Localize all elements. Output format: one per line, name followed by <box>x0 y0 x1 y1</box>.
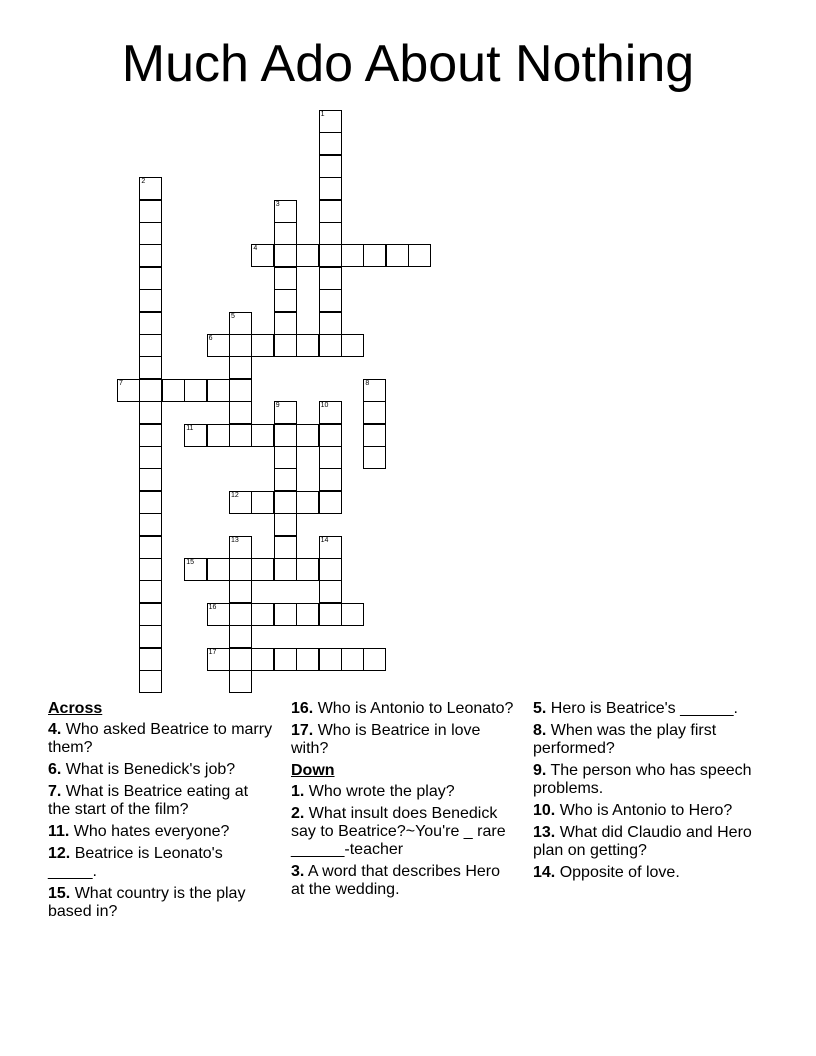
clue-item <box>48 761 273 779</box>
grid-cell[interactable] <box>296 334 319 357</box>
clue-text: Who is Beatrice in love with? <box>291 722 481 757</box>
grid-cell[interactable] <box>296 603 319 626</box>
grid-cell[interactable] <box>251 603 274 626</box>
clue-text: Who is Antonio to Hero? <box>555 802 733 819</box>
grid-cell[interactable] <box>251 334 274 357</box>
grid-cell[interactable] <box>139 536 162 559</box>
grid-cell[interactable] <box>274 491 297 514</box>
clue-number: 3. <box>291 863 305 880</box>
clue-item <box>533 864 758 882</box>
grid-cell[interactable] <box>319 244 342 267</box>
clue-item <box>48 823 273 841</box>
clue-number: 6. <box>48 761 62 778</box>
grid-cell[interactable] <box>296 648 319 671</box>
grid-cell[interactable] <box>274 513 297 536</box>
grid-cell[interactable] <box>184 379 207 402</box>
clue-number: 12. <box>48 845 71 862</box>
clue-number: 16. <box>291 700 314 717</box>
grid-cell[interactable] <box>162 379 185 402</box>
cell-number: 17 <box>208 648 217 656</box>
clue-text: Who wrote the play? <box>304 783 455 800</box>
clue-item <box>291 700 516 718</box>
grid-cell[interactable] <box>139 446 162 469</box>
clue-number: 2. <box>291 805 305 822</box>
clue-text: Beatrice is Leonato's _____. <box>48 845 223 880</box>
grid-cell[interactable] <box>274 222 297 245</box>
clue-item <box>291 783 516 801</box>
down-heading: Down <box>291 762 335 779</box>
grid-cell[interactable] <box>341 244 364 267</box>
clue-column-1 <box>48 700 273 925</box>
grid-cell[interactable] <box>319 312 342 335</box>
grid-cell[interactable] <box>296 491 319 514</box>
grid-cell[interactable] <box>296 244 319 267</box>
clue-text: Opposite of love. <box>555 864 680 881</box>
grid-cell[interactable] <box>274 558 297 581</box>
grid-cell[interactable] <box>139 513 162 536</box>
grid-cell[interactable] <box>139 222 162 245</box>
grid-cell[interactable] <box>139 558 162 581</box>
clue-text: What country is the play based in? <box>48 885 246 920</box>
clue-number: 1. <box>291 783 305 800</box>
grid-cell[interactable] <box>363 379 386 402</box>
grid-cell[interactable] <box>139 379 162 402</box>
grid-cell[interactable] <box>274 468 297 491</box>
page-title: Much Ado About Nothing <box>121 35 695 93</box>
grid-cell[interactable] <box>229 580 252 603</box>
grid-cell[interactable] <box>139 334 162 357</box>
grid-cell[interactable] <box>319 648 342 671</box>
clue-number: 10. <box>533 802 556 819</box>
grid-cell[interactable] <box>229 401 252 424</box>
grid-cell[interactable] <box>139 289 162 312</box>
grid-cell[interactable] <box>319 177 342 200</box>
grid-cell[interactable] <box>274 536 297 559</box>
grid-cell[interactable] <box>408 244 431 267</box>
grid-cell[interactable] <box>229 670 252 693</box>
grid-cell[interactable] <box>274 603 297 626</box>
clue-item <box>48 885 273 921</box>
grid-cell[interactable] <box>207 603 230 626</box>
grid-cell[interactable] <box>363 401 386 424</box>
grid-cell[interactable] <box>274 244 297 267</box>
grid-cell[interactable] <box>319 558 342 581</box>
clue-number: 8. <box>533 722 547 739</box>
grid-cell[interactable] <box>319 491 342 514</box>
cell-number: 13 <box>231 536 239 544</box>
clue-number: 7. <box>48 783 62 800</box>
grid-cell[interactable] <box>319 580 342 603</box>
grid-cell[interactable] <box>139 625 162 648</box>
grid-cell[interactable] <box>319 401 342 424</box>
cell-number: 2 <box>141 178 146 186</box>
cell-number: 8 <box>365 379 370 387</box>
grid-cell[interactable] <box>319 200 342 223</box>
cell-number: 15 <box>186 559 194 566</box>
grid-cell[interactable] <box>184 558 207 581</box>
clue-item <box>291 805 516 859</box>
grid-cell[interactable] <box>229 491 252 514</box>
grid-cell[interactable] <box>274 267 297 290</box>
grid-cell[interactable] <box>139 267 162 290</box>
clue-text: A word that describes Hero at the wedding. <box>291 863 500 898</box>
grid-cell[interactable] <box>139 424 162 447</box>
cell-number: 6 <box>208 335 213 342</box>
grid-cell[interactable] <box>251 424 274 447</box>
grid-cell[interactable] <box>319 603 342 626</box>
clue-item <box>533 722 758 758</box>
grid-cell[interactable] <box>319 536 342 559</box>
grid-cell[interactable] <box>207 424 230 447</box>
grid-cell[interactable] <box>251 558 274 581</box>
grid-cell[interactable] <box>274 648 297 671</box>
clue-item <box>48 721 273 757</box>
clue-column-2 <box>291 700 516 903</box>
cell-number: 7 <box>119 379 123 387</box>
clue-text: When was the play first performed? <box>533 722 717 757</box>
grid-cell[interactable] <box>251 648 274 671</box>
clue-item <box>533 762 758 798</box>
clue-text: Who is Antonio to Leonato? <box>313 700 514 717</box>
grid-cell[interactable] <box>229 625 252 648</box>
clue-item <box>533 824 758 860</box>
grid-cell[interactable] <box>184 424 207 447</box>
cell-number: 3 <box>275 200 280 208</box>
grid-cell[interactable] <box>296 424 319 447</box>
clue-item <box>291 722 516 758</box>
grid-cell[interactable] <box>139 580 162 603</box>
cell-number: 9 <box>275 402 280 410</box>
grid-cell[interactable] <box>139 468 162 491</box>
grid-cell[interactable] <box>319 446 342 469</box>
grid-cell[interactable] <box>274 289 297 312</box>
grid-cell[interactable] <box>139 356 162 379</box>
cell-number: 4 <box>253 245 258 253</box>
grid-cell[interactable] <box>319 468 342 491</box>
grid-cell[interactable] <box>139 670 162 693</box>
grid-cell[interactable] <box>207 379 230 402</box>
grid-cell[interactable] <box>274 401 297 424</box>
clue-number: 11. <box>48 823 70 840</box>
grid-cell[interactable] <box>363 648 386 671</box>
grid-cell[interactable] <box>229 312 252 335</box>
grid-cell[interactable] <box>251 491 274 514</box>
grid-cell[interactable] <box>363 244 386 267</box>
grid-cell[interactable] <box>341 648 364 671</box>
grid-cell[interactable] <box>319 267 342 290</box>
grid-cell[interactable] <box>319 132 342 155</box>
grid-cell[interactable] <box>274 334 297 357</box>
clue-text: What is Benedick's job? <box>61 761 236 778</box>
clue-column-3 <box>533 700 758 886</box>
grid-cell[interactable] <box>207 648 230 671</box>
grid-cell[interactable] <box>363 446 386 469</box>
clue-text: What insult does Benedick say to Beatrice?~You're _ rare ______-teacher <box>291 805 506 858</box>
clue-number: 5. <box>533 700 547 717</box>
cell-number: 12 <box>231 491 239 499</box>
grid-cell[interactable] <box>386 244 409 267</box>
grid-cell[interactable] <box>139 200 162 223</box>
grid-cell[interactable] <box>229 379 252 402</box>
grid-cell[interactable] <box>274 200 297 223</box>
grid-cell[interactable] <box>341 603 364 626</box>
clue-text: Hero is Beatrice's ______. <box>546 700 738 717</box>
clue-number: 4. <box>48 721 62 738</box>
grid-cell[interactable] <box>139 648 162 671</box>
grid-cell[interactable] <box>229 603 252 626</box>
grid-cell[interactable] <box>229 334 252 357</box>
grid-cell[interactable] <box>319 155 342 178</box>
grid-cell[interactable] <box>363 424 386 447</box>
grid-cell[interactable] <box>229 424 252 447</box>
cell-number: 10 <box>320 402 329 410</box>
clue-text: What is Beatrice eating at the start of the film? <box>48 783 249 818</box>
cell-number: 14 <box>320 536 329 544</box>
grid-cell[interactable] <box>139 177 162 200</box>
clue-number: 14. <box>533 864 556 881</box>
grid-cell[interactable] <box>319 222 342 245</box>
grid-cell[interactable] <box>296 558 319 581</box>
grid-cell[interactable] <box>319 289 342 312</box>
grid-cell[interactable] <box>117 379 140 402</box>
grid-cell[interactable] <box>319 110 342 133</box>
clue-item <box>533 802 758 820</box>
clue-text: The person who has speech problems. <box>533 762 752 797</box>
clue-item <box>533 700 758 718</box>
clue-text: What did Claudio and Hero plan on getting? <box>533 824 752 859</box>
grid-cell[interactable] <box>251 244 274 267</box>
clue-number: 13. <box>533 824 556 841</box>
clue-number: 15. <box>48 885 71 902</box>
grid-cell[interactable] <box>207 334 230 357</box>
grid-cell[interactable] <box>341 334 364 357</box>
clue-item <box>291 863 516 899</box>
grid-cell[interactable] <box>139 244 162 267</box>
cell-number: 1 <box>320 111 325 118</box>
clue-number: 9. <box>533 762 547 779</box>
across-heading: Across <box>48 700 103 717</box>
cell-number: 11 <box>186 424 194 432</box>
clue-item <box>48 783 273 819</box>
grid-cell[interactable] <box>274 446 297 469</box>
clue-text: Who asked Beatrice to marry them? <box>48 721 273 756</box>
grid-cell[interactable] <box>229 558 252 581</box>
grid-cell[interactable] <box>274 312 297 335</box>
grid-cell[interactable] <box>229 536 252 559</box>
grid-cell[interactable] <box>207 558 230 581</box>
grid-cell[interactable] <box>229 648 252 671</box>
grid-cell[interactable] <box>139 491 162 514</box>
grid-cell[interactable] <box>139 603 162 626</box>
grid-cell[interactable] <box>229 356 252 379</box>
cell-number: 5 <box>231 312 235 320</box>
grid-cell[interactable] <box>319 334 342 357</box>
cell-number: 16 <box>208 603 217 611</box>
clue-text: Who hates everyone? <box>69 823 230 840</box>
grid-cell[interactable] <box>139 401 162 424</box>
grid-cell[interactable] <box>319 424 342 447</box>
clue-item <box>48 845 273 881</box>
grid-cell[interactable] <box>274 424 297 447</box>
grid-cell[interactable] <box>139 312 162 335</box>
clue-number: 17. <box>291 722 314 739</box>
